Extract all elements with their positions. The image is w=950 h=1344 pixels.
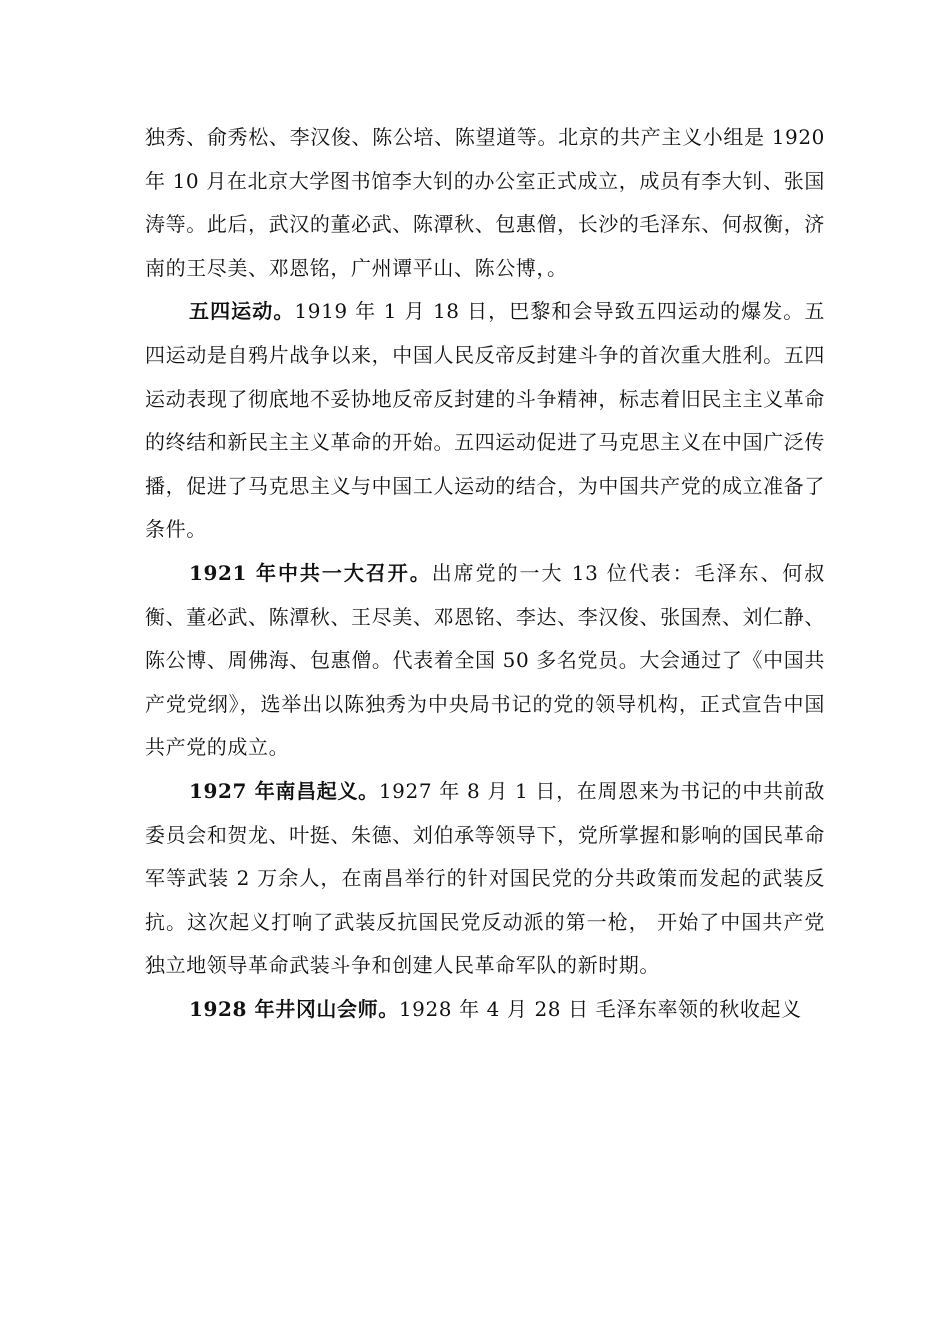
document-body xyxy=(145,116,825,1031)
paragraph-first-congress xyxy=(145,552,825,770)
paragraph-body: 出席党的一大 13 位代表：毛泽东、何叔衡、董必武、陈潭秋、王尽美、邓恩铭、李达、李汉俊、张国焘、刘仁静、陈公博、周佛海、包惠僧。代表着全国 50 多名党员。大会通过了《中国共产党党纲》，选举出以陈独秀为中央局书记的党的领导机构，正式宣告中国共产党的成立。 xyxy=(145,560,825,760)
paragraph-body: 1927 年 8 月 1 日，在周恩来为书记的中共前敌委员会和贺龙、叶挺、朱德、刘伯承等领导下，党所掌握和影响的国民革命军等武装 2 万余人，在南昌举行的针对国民党的分共政策而发起的武装反抗。这次起义打响了武装反抗国民党反动派的第一枪， 开始了中国共产党独立地领导革命武装斗争和创建人民革命军队的新时期。 xyxy=(145,778,825,978)
paragraph-heading: 1927 年南昌起义。 xyxy=(189,778,379,803)
paragraph-jinggangshan xyxy=(145,988,825,1032)
paragraph-heading: 1928 年井冈山会师。 xyxy=(189,996,399,1021)
paragraph-founding-groups xyxy=(145,116,825,290)
paragraph-body: 1919 年 1 月 18 日，巴黎和会导致五四运动的爆发。五四运动是自鸦片战争以来，中国人民反帝反封建斗争的首次重大胜利。五四运动表现了彻底地不妥协地反帝反封建的斗争精神，标志着旧民主主义革命的终结和新民主主义革命的开始。五四运动促进了马克思主义在中国广泛传播，促进了马克思主义与中国工人运动的结合，为中国共产党的成立准备了条件。 xyxy=(145,299,825,542)
paragraph-may-fourth xyxy=(145,290,825,552)
paragraph-heading: 五四运动。 xyxy=(189,299,295,324)
paragraph-body: 1928 年 4 月 28 日 毛泽东率领的秋收起义 xyxy=(398,996,802,1021)
paragraph-nanchang-uprising xyxy=(145,770,825,988)
paragraph-body: 独秀、俞秀松、李汉俊、陈公培、陈望道等。北京的共产主义小组是 1920 年 10 月在北京大学图书馆李大钊的办公室正式成立，成员有李大钊、张国涛等。此后，武汉的董必武、陈潭秋、包惠僧，长沙的毛泽东、何叔衡，济南的王尽美、邓恩铭，广州谭平山、陈公博，。 xyxy=(145,125,825,280)
paragraph-heading: 1921 年中共一大召开。 xyxy=(189,560,432,585)
